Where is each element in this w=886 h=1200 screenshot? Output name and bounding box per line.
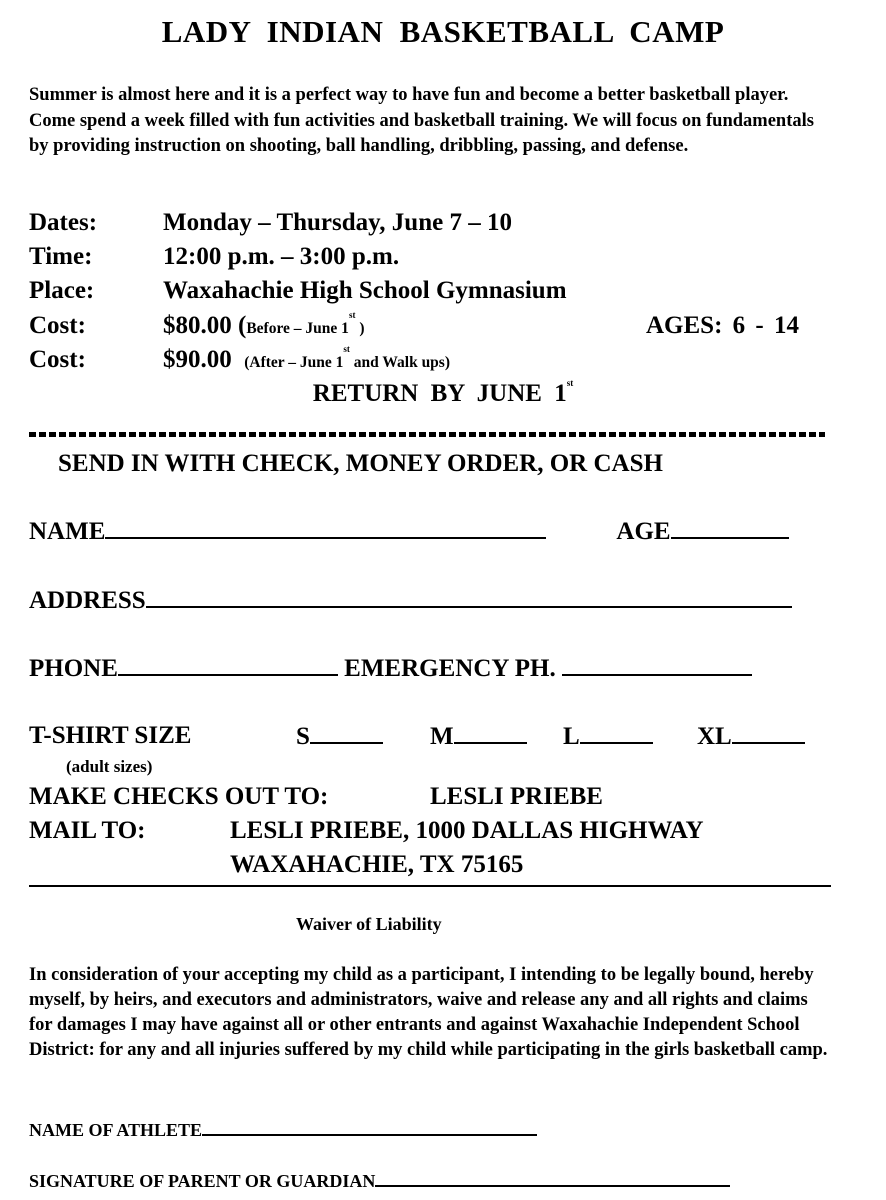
cost-late-label: Cost: [29,346,86,373]
mail-address-line2: WAXAHACHIE, TX 75165 [230,851,524,878]
age-label: AGE [616,518,671,545]
athlete-name-field[interactable] [202,1120,537,1136]
emergency-label: EMERGENCY PH. [344,655,556,682]
size-m [430,722,527,751]
tshirt-row [29,722,191,750]
address-field[interactable] [146,586,792,608]
tshirt-note: (adult sizes) [66,757,153,776]
name-field[interactable] [105,517,546,539]
size-s [296,722,383,751]
place-value: Waxahachie High School Gymnasium [163,277,567,304]
athlete-name-label: NAME OF ATHLETE [29,1120,203,1140]
cost-early-close: ) [355,320,365,337]
ages-range: AGES: 6 - 14 [646,312,799,339]
phone-field[interactable] [118,654,338,676]
emergency-phone-field[interactable] [562,654,752,676]
cost-late-sup: st [343,344,350,354]
payment-methods-heading: SEND IN WITH CHECK, MONEY ORDER, OR CASH [58,450,663,477]
dates-label: Dates: [29,209,98,236]
tshirt-label: T-SHIRT SIZE [29,722,192,749]
size-m-label: M [430,723,454,750]
return-deadline [0,380,886,408]
cost-early-note: Before – June 1 [246,320,349,337]
checks-payable-value: LESLI PRIEBE [430,783,603,810]
size-s-label: S [296,723,310,750]
place-label: Place: [29,277,95,304]
signature-label: SIGNATURE OF PARENT OR GUARDIAN [29,1171,376,1191]
cost-early-sup: st [348,310,356,320]
cost-early-amount: $80.00 ( [163,312,247,339]
size-l [563,722,653,751]
mail-address-line1: LESLI PRIEBE, 1000 DALLAS HIGHWAY [230,817,704,844]
cost-late-value [163,346,450,374]
size-xl-label: XL [697,723,732,750]
time-label: Time: [29,243,93,270]
age-field[interactable] [671,517,789,539]
phone-row [29,654,752,683]
address-label: ADDRESS [29,587,146,614]
dates-value: Monday – Thursday, June 7 – 10 [163,209,512,236]
name-label: NAME [29,518,106,545]
name-age-row [29,517,789,546]
size-s-field[interactable] [310,722,383,744]
intro-paragraph: Summer is almost here and it is a perfect way to have fun and become a better basketball player. Come spend a week filled with fun activities and basketball training. We will focus on fundamentals by providing instruction on shooting, ball handling, dribbling, passing, and defense. [29,85,814,156]
cost-early-label: Cost: [29,312,86,339]
section-divider [29,885,831,887]
size-xl-field[interactable] [732,722,805,744]
signature-field[interactable] [375,1171,730,1187]
size-xl [697,722,805,751]
return-text: RETURN BY JUNE 1 [312,380,567,407]
return-sup: st [566,378,574,388]
cost-early-value [163,312,364,340]
checks-payable-label: MAKE CHECKS OUT TO: [29,783,329,810]
signature-row [29,1171,730,1192]
cost-late-amount: $90.00 [163,346,232,373]
size-l-label: L [563,723,580,750]
size-l-field[interactable] [580,722,653,744]
cost-late-note2: and Walk ups) [349,354,450,371]
page-title: LADY INDIAN BASKETBALL CAMP [161,14,725,49]
mail-to-label: MAIL TO: [29,817,146,844]
waiver-text: In consideration of your accepting my child as a participant, I intending to be legally bound, hereby myself, by heirs, and executors and administrators, waive and release any and all rights and claims for damages I may have against all or other entrants and against Waxahachie Independent School District: for any and all injuries suffered by my child while participating in the girls basketball camp. [29,965,828,1060]
time-value: 12:00 p.m. – 3:00 p.m. [163,243,400,270]
cost-late-note: (After – June 1 [244,354,344,371]
phone-label: PHONE [29,655,118,682]
waiver-title: Waiver of Liability [296,914,442,934]
address-row [29,586,792,615]
athlete-name-row [29,1120,537,1141]
size-m-field[interactable] [454,722,527,744]
cut-line-divider [29,432,825,437]
